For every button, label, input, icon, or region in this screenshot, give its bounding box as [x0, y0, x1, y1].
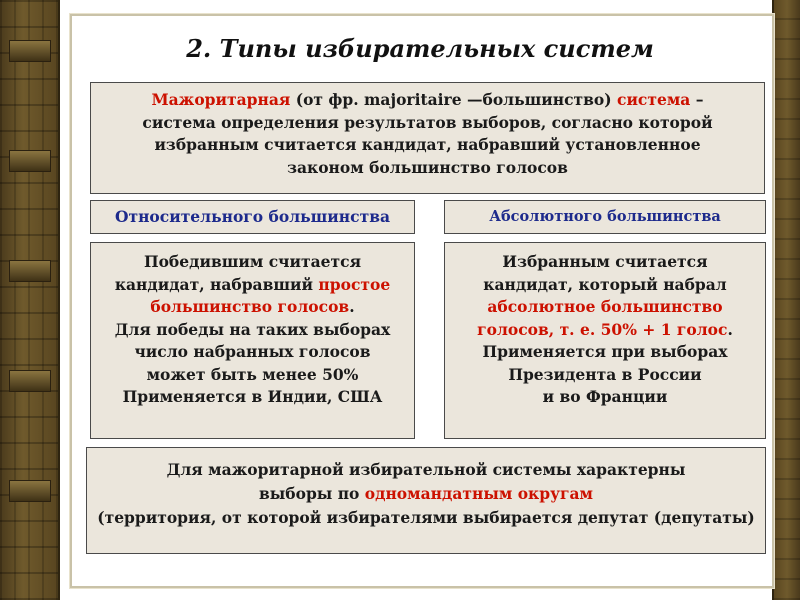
border-ornament [9, 480, 51, 502]
border-ornament [9, 370, 51, 392]
border-ornament [9, 260, 51, 282]
left-line-7: Применяется в Индии, США [122, 387, 383, 406]
footer-line-2-text: выборы по [258, 484, 365, 503]
relative-majority-header: Относительного большинства [90, 200, 415, 234]
footer-line-3: (территория, от которой избирателями выбирается депутат (депутаты) [97, 508, 755, 527]
left-line-3-period: . [349, 297, 355, 316]
right-line-5: Применяется при выборах [482, 342, 728, 361]
left-line-6: может быть менее 50% [146, 364, 359, 384]
left-line-2 [91, 274, 414, 297]
left-line-2-highlight: простое [318, 274, 391, 294]
footer-line-2-highlight: одномандатным округам [364, 484, 594, 503]
absolute-majority-description [444, 242, 766, 439]
term-majoritarian: Мажоритарная [151, 90, 291, 109]
relative-majority-description [90, 242, 415, 439]
left-line-5: число набранных голосов [134, 342, 371, 361]
border-ornament [9, 40, 51, 62]
definition-line-4: законом большинство голосов [287, 157, 568, 177]
term-dash: – [690, 90, 704, 109]
definition-line-3: избранным считается кандидат, набравший установленное [154, 135, 701, 154]
left-line-2-text: кандидат, набравший [114, 274, 319, 294]
footer-line-2 [87, 482, 765, 506]
definition-line-2: система определения результатов выборов, согласно которой [142, 112, 713, 132]
right-line-7: и во Франции [542, 387, 668, 406]
footer-line-1: Для мажоритарной избирательной системы характерны [166, 460, 686, 479]
left-line-3 [91, 296, 414, 319]
term-system: система [617, 90, 691, 109]
right-line-4 [445, 319, 765, 342]
single-member-districts-note [86, 447, 766, 554]
right-line-1: Избранным считается [502, 252, 708, 271]
left-line-1: Победившим считается [143, 252, 362, 271]
definition-line-1 [91, 89, 764, 112]
border-ornament [9, 150, 51, 172]
left-line-3-highlight: большинство голосов [150, 297, 350, 316]
right-line-4-period: . [727, 319, 733, 339]
left-line-4: Для победы на таких выборах [114, 319, 391, 339]
definition-box [90, 82, 765, 194]
right-line-3: абсолютное большинство [487, 297, 723, 316]
absolute-majority-header: Абсолютного большинства [444, 200, 766, 234]
decorative-right-border [772, 0, 800, 600]
term-origin: (от фр. majoritaire —большинство) [290, 90, 617, 109]
slide-title: 2. Типы избирательных систем [186, 34, 654, 63]
right-line-4-highlight: голосов, т. е. 50% + 1 голос [477, 319, 728, 339]
right-line-6: Президента в России [508, 364, 702, 384]
right-line-2: кандидат, который набрал [483, 274, 727, 294]
decorative-left-border [0, 0, 60, 600]
